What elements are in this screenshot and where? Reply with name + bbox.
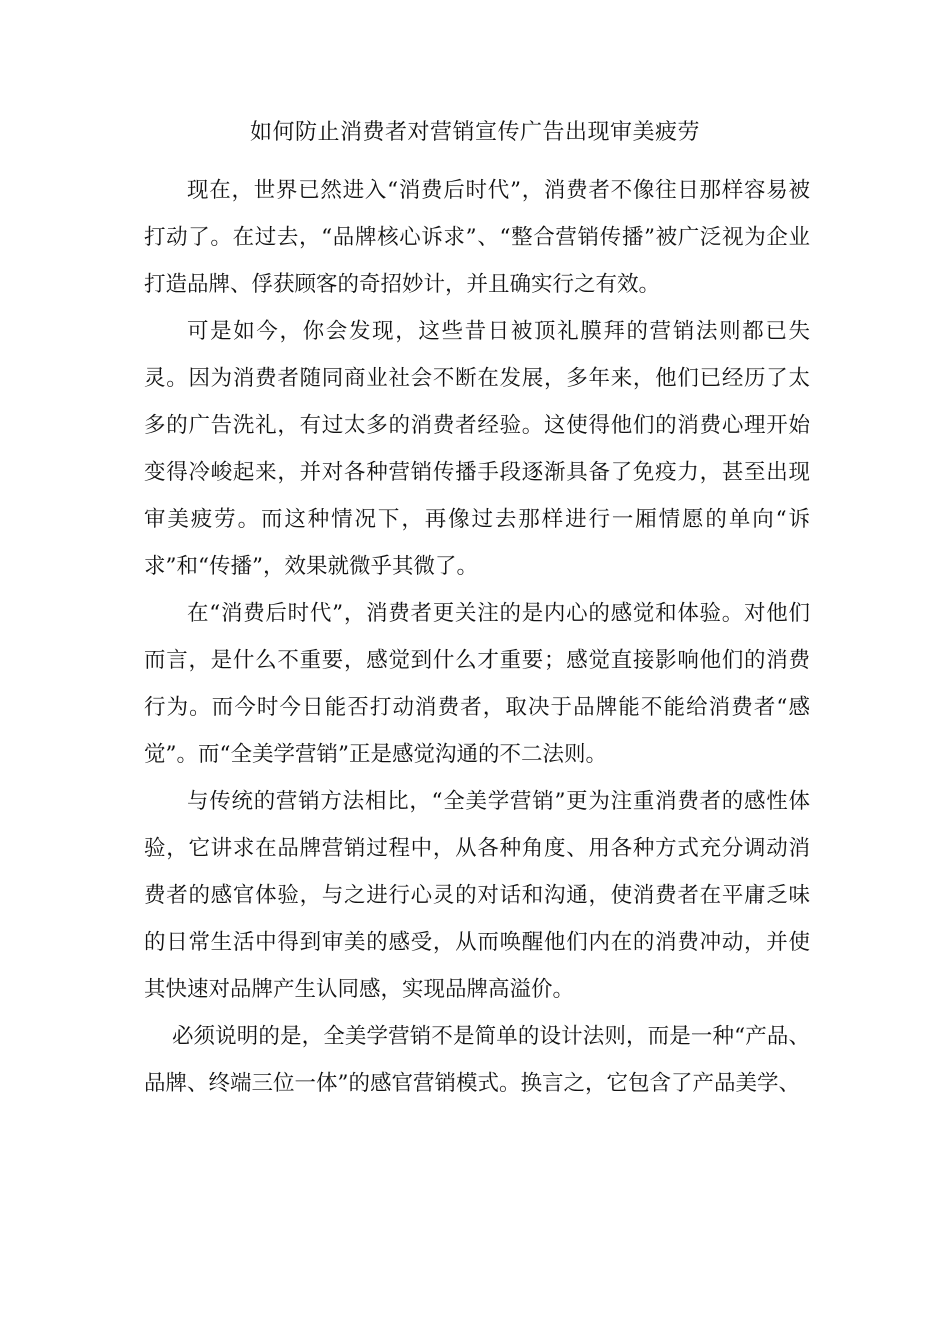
paragraph-2: 可是如今，你会发现，这些昔日被顶礼膜拜的营销法则都已失灵。因为消费者随同商业社会不断在发展，多年来，他们已经历了太多的广告洗礼，有过太多的消费者经验。这使得他们的消费心理开始变得冷峻起来，并对各种营销传播手段逐渐具备了免疫力，甚至出现审美疲劳。而这种情况下，再像过去那样进行一厢情愿的单向“诉求”和“传播”，效果就微乎其微了。 — [144, 319, 810, 579]
paragraph-1: 现在，世界已然进入“消费后时代”，消费者不像往日那样容易被打动了。在过去，“品牌核心诉求”、“整合营销传播”被广泛视为企业打造品牌、俘获顾客的奇招妙计，并且确实行之有效。 — [144, 178, 810, 297]
paragraph-3: 在“消费后时代”，消费者更关注的是内心的感觉和体验。对他们而言，是什么不重要，感觉到什么才重要；感觉直接影响他们的消费行为。而今时今日能否打动消费者，取决于品牌能不能给消费者“感觉”。而“全美学营销”正是感觉沟通的不二法则。 — [144, 601, 810, 767]
document-body — [144, 167, 810, 1107]
document-title: 如何防止消费者对营销宣传广告出现审美疲劳 — [249, 120, 700, 145]
paragraph-4: 与传统的营销方法相比，“全美学营销”更为注重消费者的感性体验，它讲求在品牌营销过程中，从各种角度、用各种方式充分调动消费者的感官体验，与之进行心灵的对话和沟通，使消费者在平庸乏味的日常生活中得到审美的感受，从而唤醒他们内在的消费冲动，并使其快速对品牌产生认同感，实现品牌高溢价。 — [144, 789, 810, 1002]
paragraph-5: 必须说明的是，全美学营销不是简单的设计法则，而是一种“产品、品牌、终端三位一体”的感官营销模式。换言之，它包含了产品美学、 — [144, 1024, 810, 1096]
